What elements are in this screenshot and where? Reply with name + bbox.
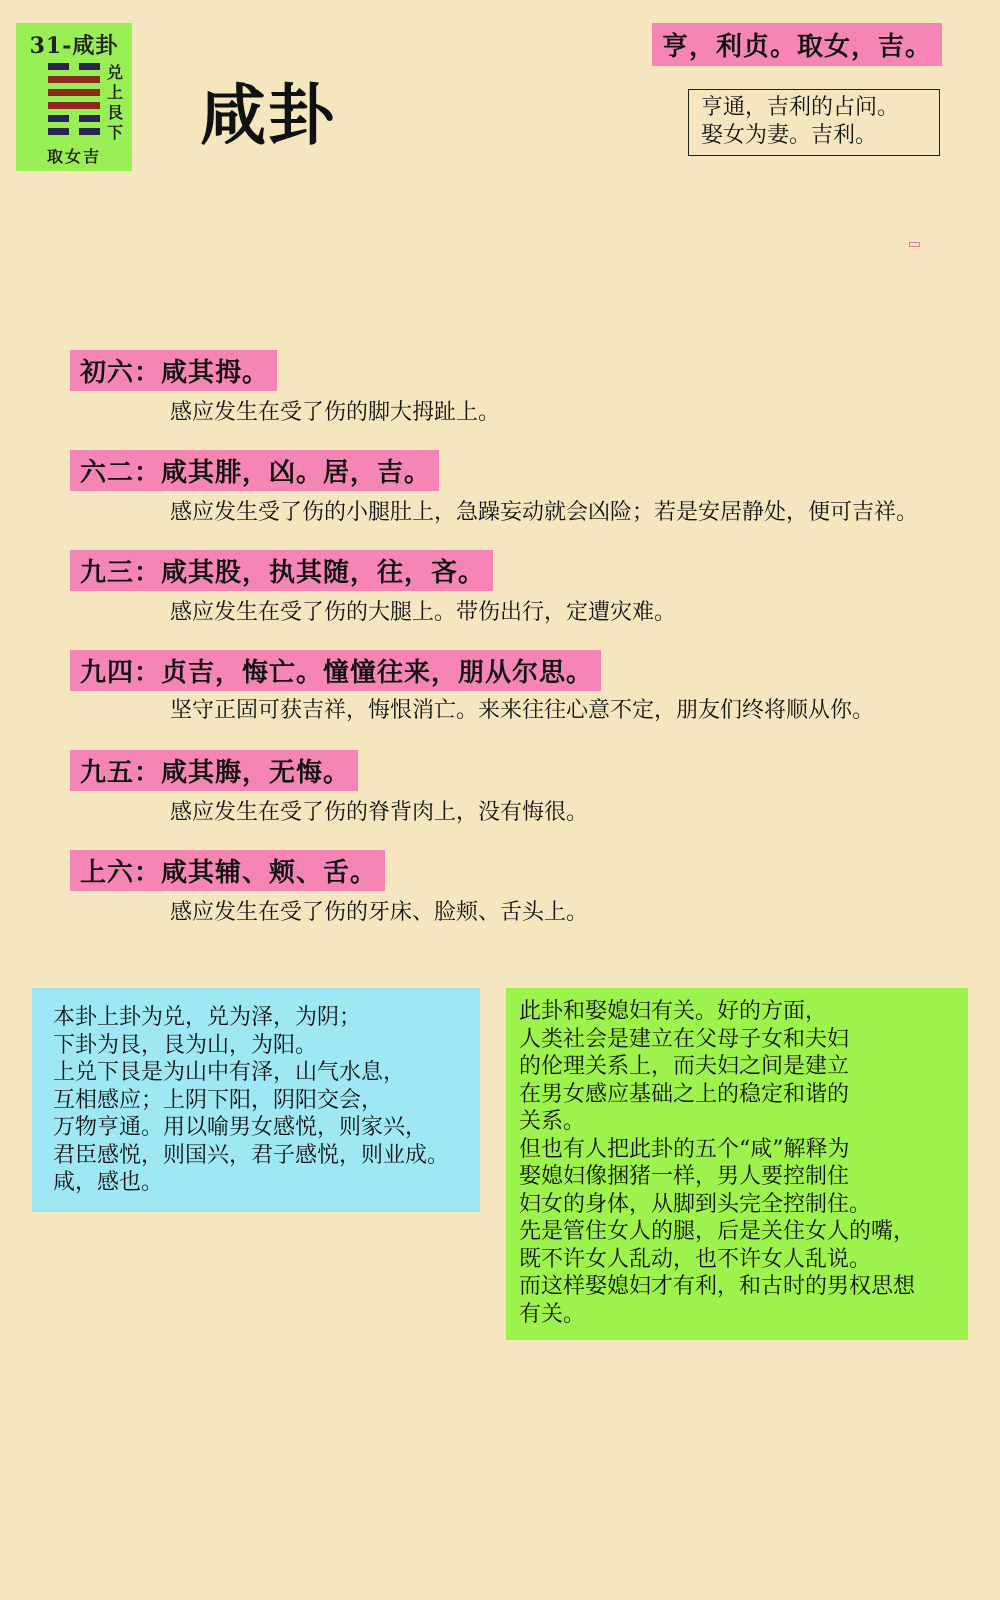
page-title: 咸卦 <box>200 77 336 154</box>
commentary-box <box>506 988 968 1340</box>
judgement-translation <box>688 89 940 156</box>
yao-translation: 感应发生在受了伤的脚大拇趾上。 <box>170 400 501 425</box>
text-line: 关系。 <box>519 1109 586 1134</box>
text-line: 在男女感应基础之上的稳定和谐的 <box>519 1081 850 1107</box>
badge-side-char: 上 <box>106 83 123 102</box>
yao-heading: 九三：咸其股，执其随，往，吝。 <box>70 550 493 591</box>
hexagram-badge <box>16 23 132 171</box>
text-line: 本卦上卦为兑，兑为泽，为阴； <box>53 1005 362 1030</box>
hexagram-line <box>48 102 100 109</box>
yao-translation: 坚守正固可获吉祥，悔恨消亡。来来往往心意不定，朋友们终将顺从你。 <box>170 698 875 723</box>
text-line: 但也有人把此卦的五个“咸”解释为 <box>519 1136 850 1162</box>
hexagram-line <box>48 63 100 70</box>
text-line: 而这样娶媳妇才有利，和古时的男权思想 <box>519 1274 916 1299</box>
text-line: 有关。 <box>519 1301 586 1327</box>
text-line: 下卦为艮，艮为山，为阳。 <box>53 1032 318 1058</box>
text-line: 上兑下艮是为山中有泽，山气水息， <box>53 1060 406 1085</box>
yao-entry-6 <box>70 850 588 926</box>
badge-side-char: 艮 <box>106 103 123 122</box>
text-line: 妇女的身体，从脚到头完全控制住。 <box>519 1191 872 1217</box>
yao-entry-2 <box>70 450 918 526</box>
text-line: 君臣感悦，则国兴，君子感悦，则业成。 <box>53 1142 450 1168</box>
badge-side-char: 下 <box>106 123 123 142</box>
judgement-text: 亨，利贞。取女，吉。 <box>652 23 942 66</box>
text-line: 万物亨通。用以喻男女感悦，则家兴， <box>53 1115 428 1140</box>
yao-translation: 感应发生在受了伤的脊背肉上，没有悔很。 <box>170 800 589 825</box>
yao-entry-4 <box>70 650 874 724</box>
yao-entry-3 <box>70 550 676 626</box>
text-line: 娶媳妇像捆猪一样，男人要控制住 <box>519 1164 850 1189</box>
yao-heading: 初六：咸其拇。 <box>70 350 277 391</box>
judgement-translation-line: 娶女为妻。吉利。 <box>701 123 878 148</box>
hexagram-line <box>48 89 100 96</box>
hexagram-line <box>48 76 100 83</box>
trigram-explanation-box <box>32 988 480 1212</box>
hexagram-line <box>48 115 100 122</box>
badge-title: 31-咸卦 <box>29 33 119 59</box>
yao-heading: 九五：咸其脢，无悔。 <box>70 750 358 791</box>
yao-entry-1 <box>70 350 500 426</box>
hexagram-lines-icon <box>48 63 100 141</box>
yao-heading: 九四：贞吉，悔亡。憧憧往来，朋从尔思。 <box>70 650 601 691</box>
badge-side-char: 兑 <box>106 63 123 82</box>
yao-entry-5 <box>70 750 588 826</box>
yao-heading: 上六：咸其辅、颊、舌。 <box>70 850 385 891</box>
text-line: 互相感应；上阴下阳，阴阳交会， <box>53 1087 384 1113</box>
badge-side-label <box>106 63 124 143</box>
hexagram-line <box>48 128 100 135</box>
yao-heading: 六二：咸其腓，凶。居，吉。 <box>70 450 439 491</box>
judgement-translation-line: 亨通，吉利的占问。 <box>701 95 900 120</box>
text-line: 先是管住女人的腿，后是关住女人的嘴， <box>519 1219 916 1244</box>
text-line: 此卦和娶媳妇有关。好的方面， <box>519 999 828 1024</box>
text-line: 既不许女人乱动，也不许女人乱说。 <box>519 1246 872 1272</box>
decorative-mark <box>909 242 920 247</box>
yao-translation: 感应发生受了伤的小腿肚上，急躁妄动就会凶险；若是安居静处，便可吉祥。 <box>170 500 919 525</box>
badge-bottom-label: 取女吉 <box>46 147 101 166</box>
yao-translation: 感应发生在受了伤的牙床、脸颊、舌头上。 <box>170 900 589 925</box>
text-line: 咸，感也。 <box>53 1170 164 1195</box>
text-line: 人类社会是建立在父母子女和夫妇 <box>519 1026 850 1052</box>
yao-translation: 感应发生在受了伤的大腿上。带伤出行，定遭灾难。 <box>170 600 677 625</box>
text-line: 的伦理关系上，而夫妇之间是建立 <box>519 1054 850 1079</box>
